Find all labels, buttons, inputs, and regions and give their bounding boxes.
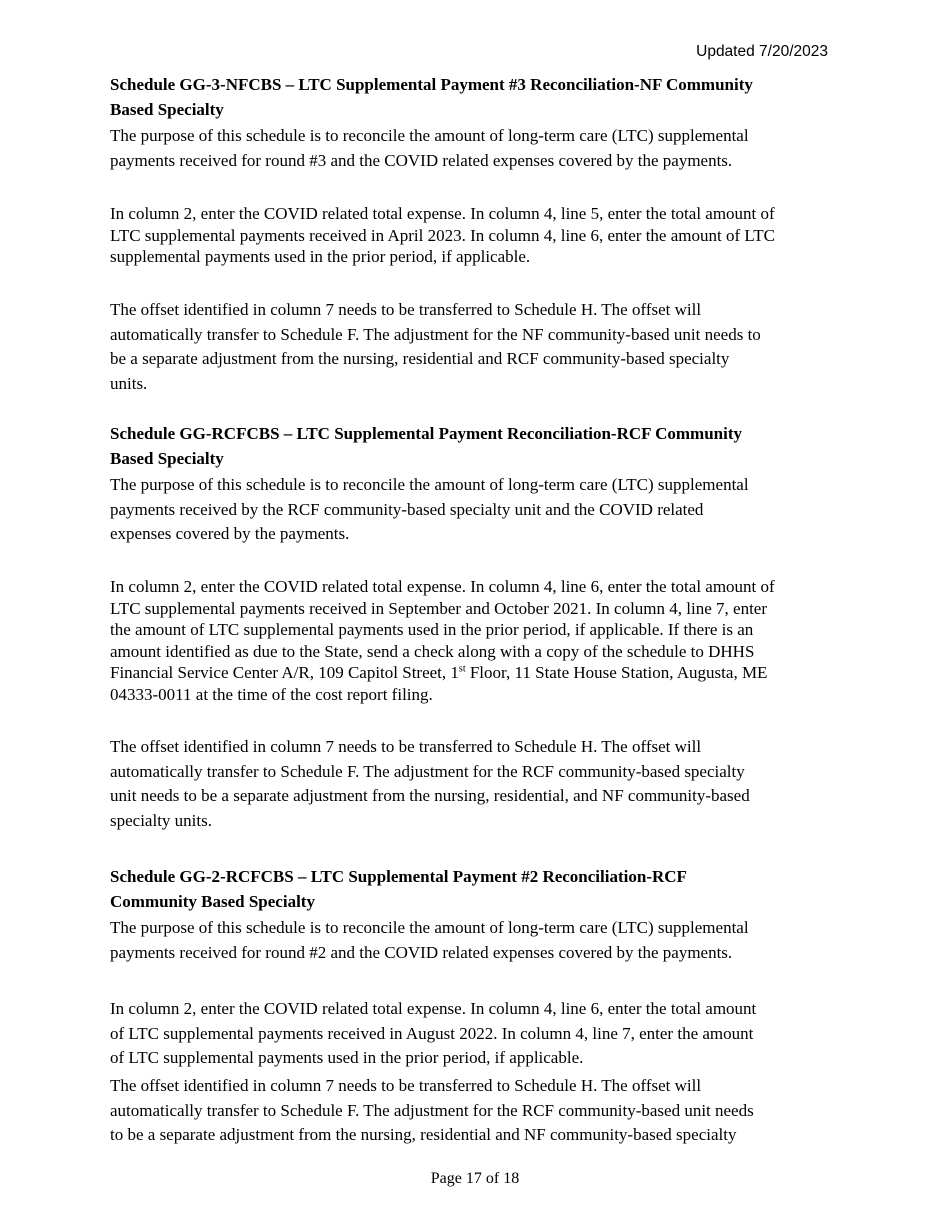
text-line: be a separate adjustment from the nursing, residential and RCF community-based specialty [110,349,730,368]
text-line: 04333-0011 at the time of the cost report filing. [110,684,433,704]
section-heading-gg-rcfcbs [110,421,850,471]
instructions-paragraph [110,203,850,268]
text-line: The purpose of this schedule is to reconcile the amount of long-term care (LTC) supplemental [110,126,749,145]
text-line: automatically transfer to Schedule F. The adjustment for the RCF community-based unit needs [110,1100,754,1120]
text-line: LTC supplemental payments received in September and October 2021. In column 4, line 7, enter [110,598,767,618]
instructions-paragraph [110,576,850,705]
text-line: payments received for round #3 and the COVID related expenses covered by the payments. [110,150,733,170]
text-line: the amount of LTC supplemental payments used in the prior period, if applicable. If there is an [110,620,754,639]
purpose-paragraph [110,473,850,547]
text-line: The offset identified in column 7 needs to be transferred to Schedule H. The offset will [110,737,702,756]
updated-date: Updated 7/20/2023 [696,43,828,60]
text-line: of LTC supplemental payments received in August 2022. In column 4, line 7, enter the amount [110,1023,754,1043]
offset-paragraph [110,298,850,396]
heading-line: Based Specialty [110,449,224,468]
text-line: unit needs to be a separate adjustment from the nursing, residential, and NF community-based [110,786,750,805]
text-line: specialty units. [110,810,212,830]
text-line: LTC supplemental payments received in April 2023. In column 4, line 6, enter the amount of LTC [110,225,775,245]
text-line [110,663,767,682]
heading-line: Schedule GG-2-RCFCBS – LTC Supplemental Payment #2 Reconciliation-RCF [110,867,687,886]
purpose-paragraph [110,124,850,173]
instructions-paragraph [110,997,850,1071]
text-line: The offset identified in column 7 needs to be transferred to Schedule H. The offset will [110,300,702,319]
page-number: Page 17 of 18 [430,1170,520,1187]
text-line: The purpose of this schedule is to reconcile the amount of long-term care (LTC) supplemental [110,918,749,937]
text-line: amount identified as due to the State, send a check along with a copy of the schedule to DHHS [110,641,755,661]
offset-paragraph [110,1074,850,1148]
ordinal-superscript: st [458,663,466,675]
offset-paragraph [110,735,850,833]
section-heading-gg3-nfcbs [110,72,850,122]
text-line: The purpose of this schedule is to reconcile the amount of long-term care (LTC) supplemental [110,475,749,494]
text-fragment: Floor, 11 State House Station, Augusta, ME [465,663,768,682]
text-line: automatically transfer to Schedule F. The adjustment for the RCF community-based specialty [110,761,745,781]
text-line: In column 2, enter the COVID related total expense. In column 4, line 5, enter the total amount of [110,204,775,223]
purpose-paragraph [110,916,850,965]
text-line: units. [110,373,148,393]
text-line: payments received for round #2 and the COVID related expenses covered by the payments. [110,942,733,962]
heading-line: Community Based Specialty [110,892,315,911]
text-line: to be a separate adjustment from the nursing, residential and NF community-based specialty [110,1125,737,1144]
text-fragment: Financial Service Center A/R, 109 Capitol Street, 1 [110,663,459,682]
text-line: The offset identified in column 7 needs to be transferred to Schedule H. The offset will [110,1076,702,1095]
heading-line: Schedule GG-3-NFCBS – LTC Supplemental Payment #3 Reconciliation-NF Community [110,75,753,94]
text-line: expenses covered by the payments. [110,524,350,543]
text-line: supplemental payments used in the prior period, if applicable. [110,247,531,266]
heading-line: Based Specialty [110,100,224,119]
text-line: payments received by the RCF community-based specialty unit and the COVID related [110,499,704,519]
text-line: automatically transfer to Schedule F. The adjustment for the NF community-based unit needs to [110,324,761,344]
section-heading-gg2-rcfcbs [110,864,850,914]
text-line: In column 2, enter the COVID related total expense. In column 4, line 6, enter the total amount of [110,577,775,596]
text-line: of LTC supplemental payments used in the prior period, if applicable. [110,1048,584,1067]
heading-line: Schedule GG-RCFCBS – LTC Supplemental Payment Reconciliation-RCF Community [110,424,743,443]
text-line: In column 2, enter the COVID related total expense. In column 4, line 6, enter the total amount [110,999,757,1018]
